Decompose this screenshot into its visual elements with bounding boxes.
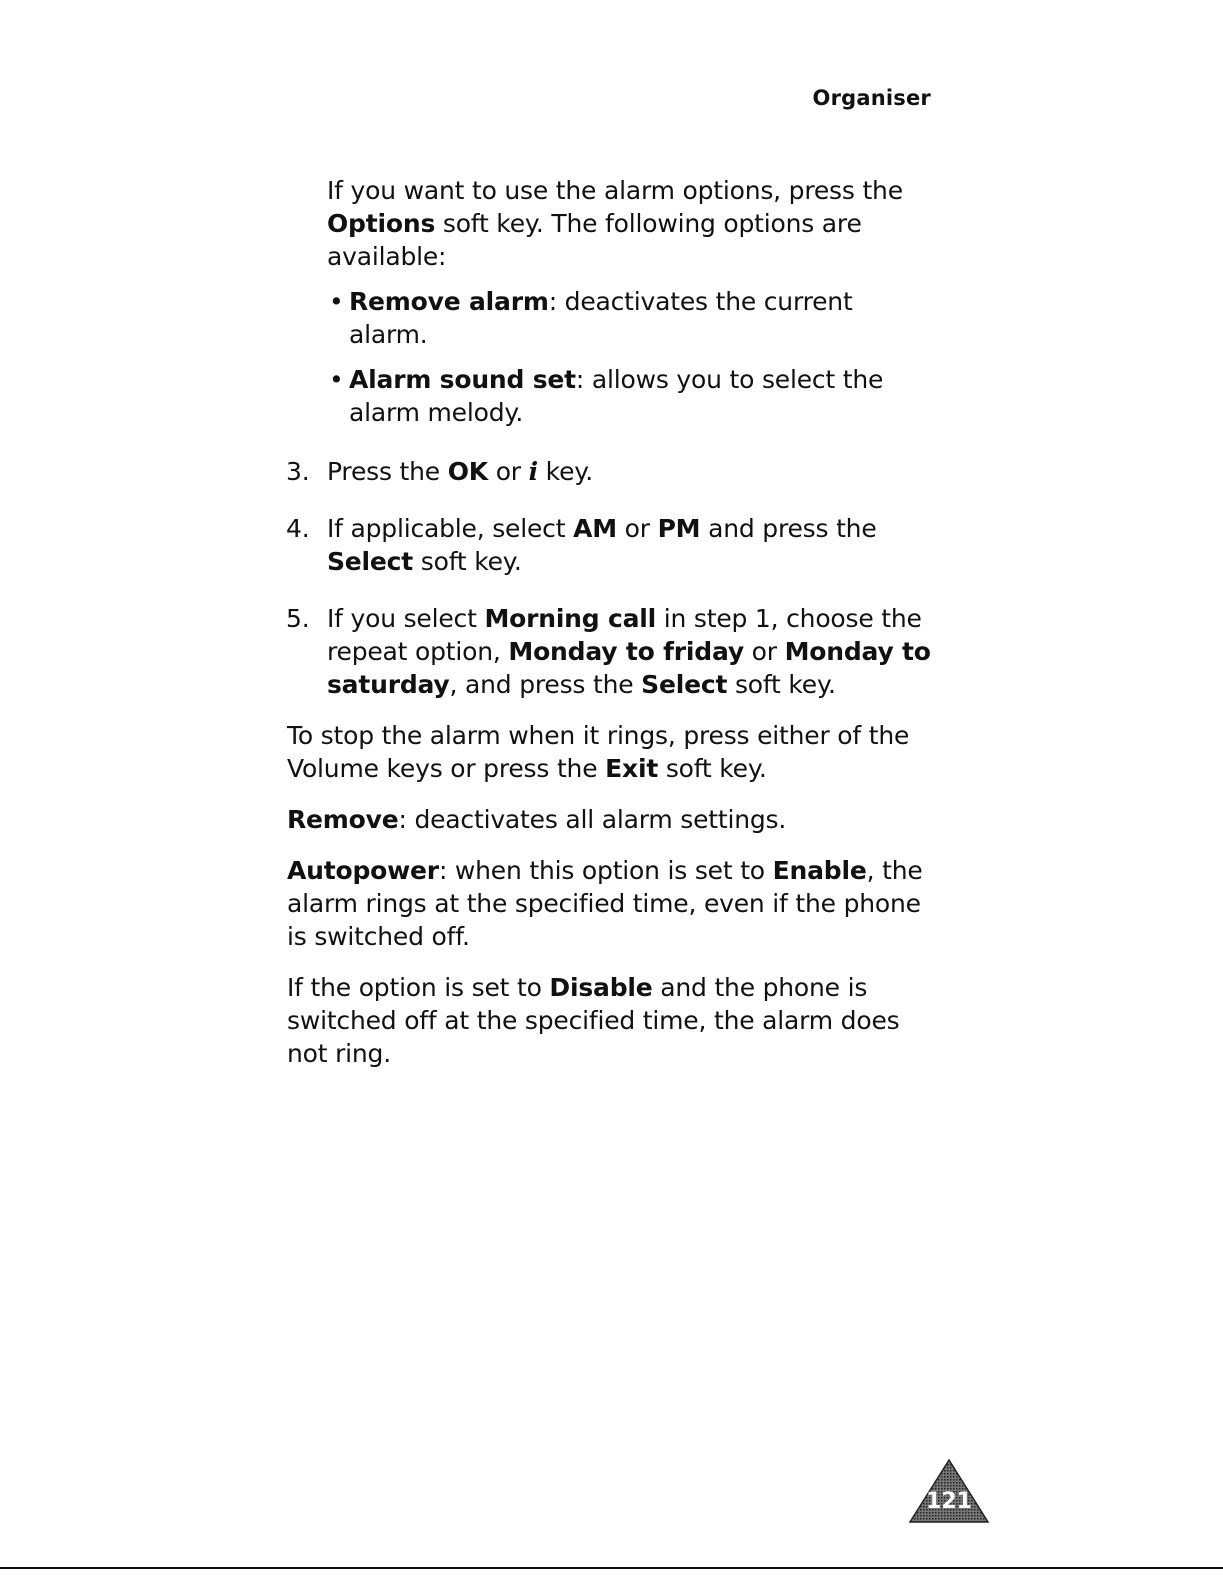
- step-4: 4. If applicable, select AM or PM and press the Select soft key.: [286, 514, 877, 576]
- remove-paragraph: Remove: deactivates all alarm settings.: [287, 805, 787, 834]
- page-number: 121: [926, 1489, 972, 1514]
- remove-term: Remove: [287, 805, 399, 834]
- step-number: 5.: [286, 604, 310, 633]
- stop-alarm-paragraph: To stop the alarm when it rings, press either of the Volume keys or press the Exit soft key.: [287, 721, 910, 783]
- step-number: 4.: [286, 514, 310, 543]
- bullet-icon: •: [329, 287, 344, 316]
- step-5: 5. If you select Morning call in step 1, choose the repeat option, Monday to friday or Monday to saturday, and press the Select soft key.: [286, 604, 931, 699]
- section-header: Organiser: [812, 86, 931, 110]
- bullet-icon: •: [329, 365, 344, 394]
- bottom-rule: [0, 1567, 1223, 1569]
- intro-paragraph: If you want to use the alarm options, press the Options soft key. The following options are available:: [327, 176, 903, 271]
- autopower-paragraph: Autopower: when this option is set to Enable, the alarm rings at the specified time, even if the phone is switched off.: [287, 856, 923, 951]
- step-3: 3. Press the OK or i key.: [286, 457, 594, 486]
- info-key-icon: i: [528, 457, 538, 486]
- options-key-label: Options: [327, 209, 436, 238]
- step-number: 3.: [286, 457, 310, 486]
- page-number-triangle-icon: [908, 1458, 990, 1524]
- disable-paragraph: If the option is set to Disable and the phone is switched off at the specified time, the alarm does not ring.: [287, 973, 900, 1068]
- bullet-item-alarm-sound-set: • Alarm sound set: allows you to select the alarm melody.: [329, 365, 884, 427]
- bullet-item-remove-alarm: • Remove alarm: deactivates the current alarm.: [329, 287, 853, 349]
- autopower-term: Autopower: [287, 856, 439, 885]
